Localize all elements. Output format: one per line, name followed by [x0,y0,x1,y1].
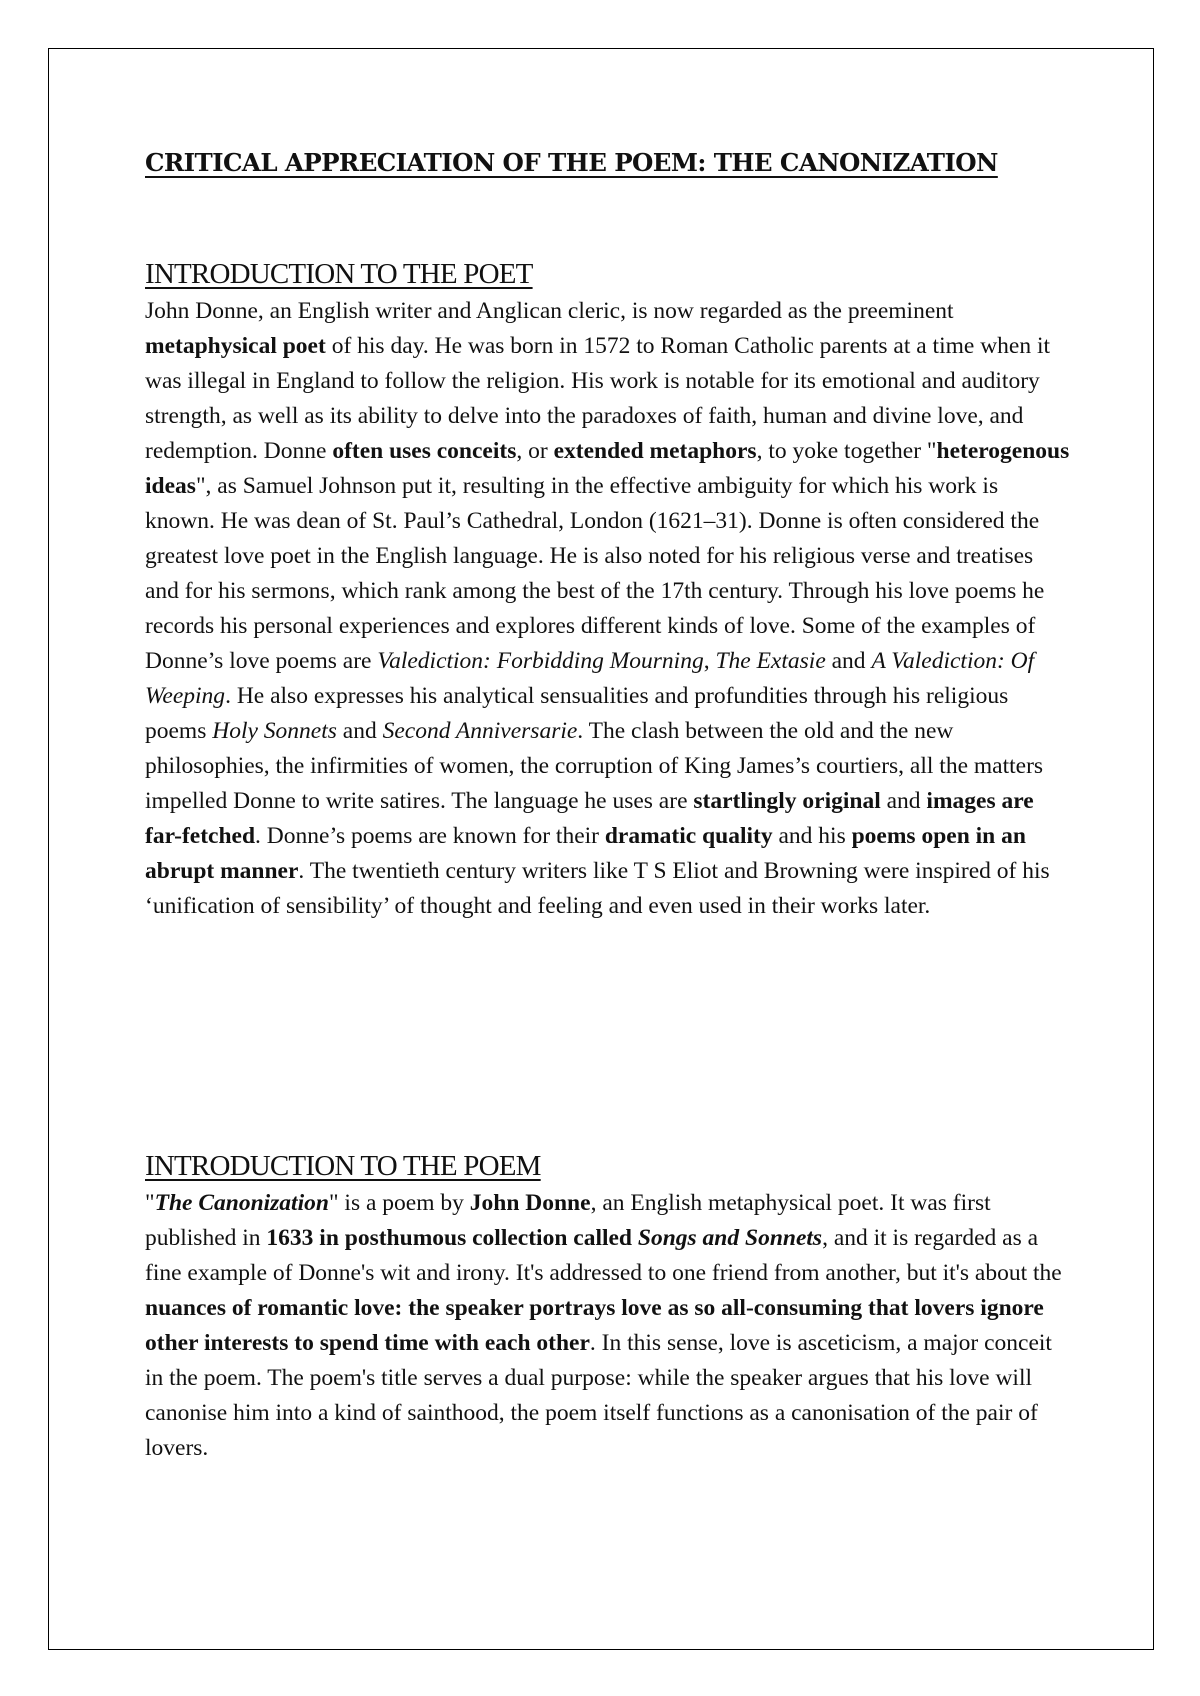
text-run: nuances of romantic love: the speaker portrays love as so all-consuming that lovers ignore other interests to spend time with each other [145,1295,1050,1356]
text-run: , or [516,438,554,464]
text-run: Holy Sonnets [212,718,337,744]
text-run: . The clash between the old and the new philosophies, the infirmities of women, the corruption of King James’s courtiers, all the matters impelled Donne to write satires. The language he uses are [145,718,1049,814]
text-run: and [336,718,383,744]
text-run: Songs and Sonnets [637,1225,823,1251]
text-run: Second Anniversarie [382,718,578,744]
text-run: , an English metaphysical poet. It was first published in [145,1190,997,1251]
text-run: The Extasie [715,648,826,674]
text-run: . Donne’s poems are known for their [255,823,605,849]
text-run: dramatic quality [604,823,773,849]
text-run: ", as Samuel Johnson put it, resulting in the effective ambiguity for which his work is known. He was dean of St. Paul’s Cathedral, London (1621–31). Donne is often considered the greatest love poet in the English language. He is also noted for his religious verse and treatises and for his sermons, which rank among the best of the 17th century. Through his love poems he records his personal experiences and explores different kinds of love. Some of the examples of Donne’s love poems are [145,473,1051,674]
text-run: . In this sense, love is asceticism, a major conceit in the poem. The poem's title serves a dual purpose: while the speaker argues that his love will canonise him into a kind of sainthood, the poem itself functions as a canonisation of the pair of lovers. [145,1330,1058,1461]
text-run: The Canonization [154,1190,329,1216]
text-run: extended metaphors [553,438,757,464]
text-run: A Valediction: Of Weeping [145,648,1041,709]
section-heading-poem: INTRODUCTION TO THE POEM [145,1150,541,1182]
text-run: often uses conceits [332,438,517,464]
text-run: metaphysical poet [145,333,326,359]
text-run: John Donne [469,1190,591,1216]
text-run: " is a poem by [328,1190,470,1216]
text-run: of his day. He was born in 1572 to Roman Catholic parents at a time when it was illegal in England to follow the religion. His work is notable for its emotional and auditory strength, as well as its ability to delve into the paradoxes of faith, human and divine love, and redemption. Donne [145,333,1056,464]
document-title: CRITICAL APPRECIATION OF THE POEM: THE CANONIZATION [145,148,998,177]
text-run: , and it is regarded as a fine example of Donne's wit and irony. It's addressed to one friend from another, but it's about the [145,1225,1068,1286]
text-run: and [880,788,927,814]
text-run: . He also expresses his analytical sensualities and profundities through his religious poems [145,683,1015,744]
text-run: 1633 in posthumous collection called [266,1225,638,1251]
text-run: , to yoke together " [756,438,937,464]
section-heading-poet: INTRODUCTION TO THE POET [145,258,533,290]
text-run: " [145,1190,155,1216]
text-run: . The twentieth century writers like T S Eliot and Browning were inspired of his ‘unification of sensibility’ of thought and feeling and even used in their works later. [145,858,1056,919]
text-run: startlingly original [693,788,881,814]
text-run: heterogenous ideas [145,438,1076,499]
text-run: and [825,648,872,674]
text-run: images are far-fetched [145,788,1040,849]
paragraph-poem [145,1186,1070,1466]
text-run: , [703,648,716,674]
text-run: Valediction: Forbidding Mourning [377,648,704,674]
paragraph-poet [145,294,1076,924]
text-run: John Donne, an English writer and Anglican cleric, is now regarded as the preeminent [145,298,960,324]
text-run: and his [772,823,852,849]
text-run: poems open in an abrupt manner [145,823,1032,884]
